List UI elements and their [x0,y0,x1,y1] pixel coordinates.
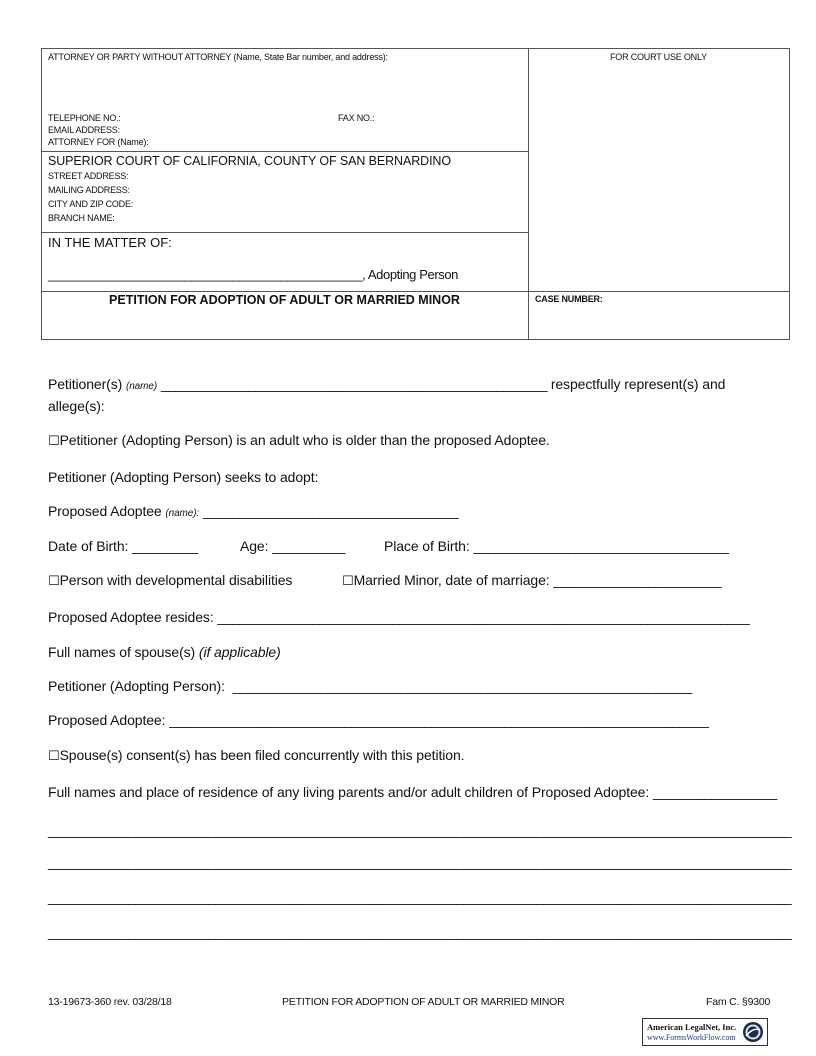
street-address-label: STREET ADDRESS: [48,171,129,181]
proposed-name-hint: (name): [165,508,200,519]
petitioners-row [48,376,725,392]
petitioner-spouse-row [48,678,692,694]
place-birth-label: Place of Birth: [384,538,470,554]
proposed-adoptee-row [48,503,458,519]
court-use-only-label: FOR COURT USE ONLY [610,52,707,62]
parents-label: Full names and place of residence of any living parents and/or adult children of Proposed Adoptee: [48,784,650,800]
form-number: 13-19673-360 rev. 03/28/18 [48,996,172,1008]
spouse-consent-row [48,747,464,764]
divider-title [41,291,790,292]
adoptee-spouse-label: Proposed Adoptee: [48,712,166,728]
email-label: EMAIL ADDRESS: [48,125,120,135]
proposed-adoptee-label: Proposed Adoptee [48,503,162,519]
case-number-label: CASE NUMBER: [535,294,603,304]
name-hint: (name) [125,381,158,392]
age-group [240,538,345,554]
adopting-person-line: ______________________________________________, Adopting Person [48,267,459,282]
spouse-names-label: Full names of spouse(s) [48,644,196,660]
older-adult-label: Petitioner (Adopting Person) is an adult who is older than the proposed Adoptee. [59,432,550,448]
mailing-address-label: MAILING ADDRESS: [48,185,130,195]
parents-field-line[interactable]: ______________________________________________________________________________________________________ [48,854,792,870]
attorney-for-label: ATTORNEY FOR (Name): [48,137,149,147]
proposed-adoptee-field[interactable]: ___________________________________ [202,503,458,519]
petitioner-spouse-field[interactable]: _______________________________________________________________ [232,678,692,694]
statute-code: Fam C. §9300 [706,996,771,1008]
older-adult-row [48,432,550,449]
place-birth-group [384,538,728,554]
resides-label: Proposed Adoptee resides: [48,609,214,625]
married-minor-checkbox[interactable]: ☐ [342,573,354,588]
age-field[interactable]: __________ [272,538,346,554]
attorney-caption: ATTORNEY OR PARTY WITHOUT ATTORNEY (Name, State Bar number, and address): [48,52,388,62]
parents-field-line[interactable]: ______________________________________________________________________________________________________ [48,924,792,940]
marriage-date-field[interactable]: _______________________ [553,572,721,588]
dev-disab-checkbox[interactable]: ☐ [48,573,60,588]
globe-icon [742,1021,764,1043]
footer-title: PETITION FOR ADOPTION OF ADULT OR MARRIED MINOR [282,996,565,1008]
in-the-matter-label: IN THE MATTER OF: [48,235,172,250]
logo-company-name: American LegalNet, Inc. [647,1022,737,1032]
fax-label: FAX NO.: [338,113,375,123]
age-label: Age: [240,538,269,554]
adoptee-spouse-row [48,712,708,728]
married-minor-row [342,572,721,589]
dob-field[interactable]: _________ [132,538,198,554]
telephone-label: TELEPHONE NO.: [48,113,121,123]
spouse-consent-checkbox[interactable]: ☐ [48,748,60,763]
resides-field[interactable]: _________________________________________________________________________ [217,609,750,625]
dev-disab-label: Person with developmental disabilities [59,572,293,588]
petitioners-label: Petitioner(s) [48,376,123,392]
if-applicable-hint: (if applicable) [198,644,281,660]
resides-row [48,609,749,625]
parents-field-line[interactable]: ______________________________________________________________________________________________________ [48,889,792,905]
divider-court [41,151,528,152]
form-title: PETITION FOR ADOPTION OF ADULT OR MARRIED MINOR [109,293,460,307]
parents-field-line[interactable]: ______________________________________________________________________________________________________ [48,822,792,838]
petitioner-spouse-label: Petitioner (Adopting Person): [48,678,225,694]
spouse-names-row [48,644,281,660]
spouse-consent-label: Spouse(s) consent(s) has been filed concurrently with this petition. [59,747,465,763]
parents-field-start[interactable]: _________________ [652,784,777,800]
city-zip-label: CITY AND ZIP CODE: [48,199,134,209]
dev-disab-row [48,572,292,589]
alleges-text: allege(s): [48,398,105,414]
seeks-adopt-text: Petitioner (Adopting Person) seeks to adopt: [48,469,319,485]
center-divider [528,48,529,340]
branch-name-label: BRANCH NAME: [48,213,115,223]
respectfully-text: respectfully represent(s) and [550,376,726,392]
divider-matter [41,232,528,233]
logo-website: www.FormsWorkFlow.com [647,1033,736,1042]
parents-row [48,784,777,800]
adoptee-spouse-field[interactable]: __________________________________________________________________________ [169,712,709,728]
petitioners-name-field[interactable]: _____________________________________________________ [160,376,548,392]
dob-group [48,538,198,554]
publisher-logo [642,1018,768,1046]
dob-label: Date of Birth: [48,538,129,554]
older-adult-checkbox[interactable]: ☐ [48,433,60,448]
court-name: SUPERIOR COURT OF CALIFORNIA, COUNTY OF SAN BERNARDINO [48,154,451,168]
married-minor-label: Married Minor, date of marriage: [353,572,550,588]
place-birth-field[interactable]: ___________________________________ [473,538,729,554]
